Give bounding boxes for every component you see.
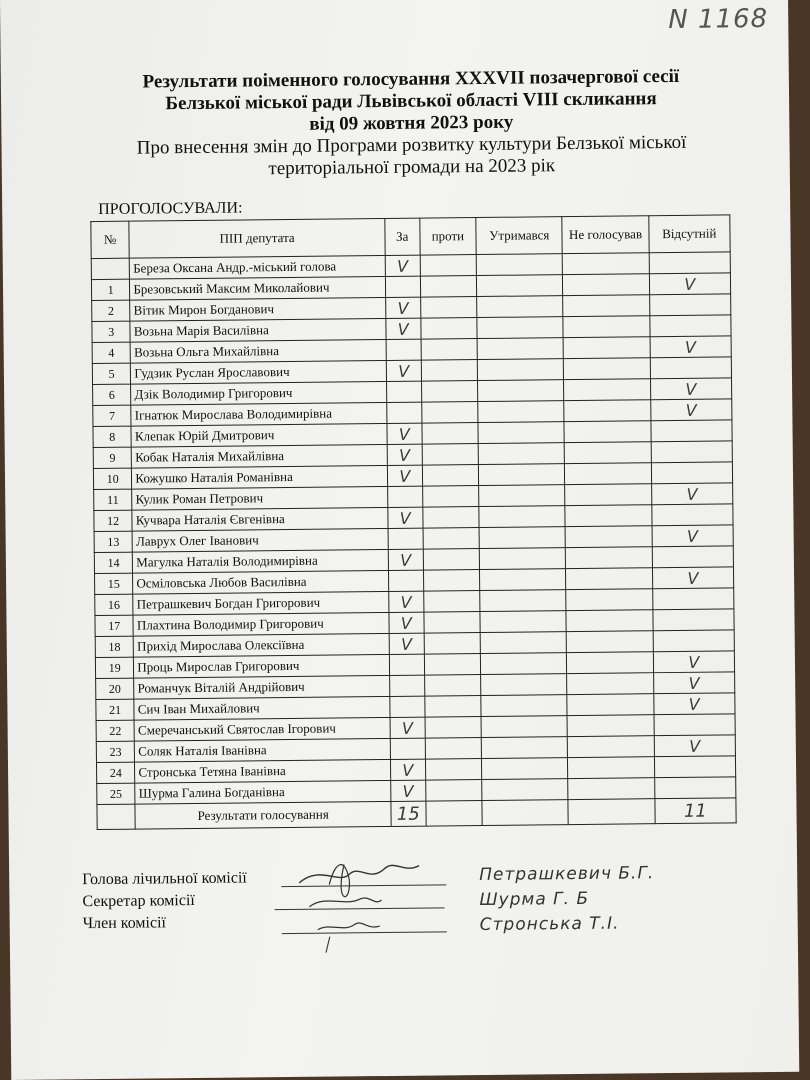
vote-against-cell <box>421 318 478 340</box>
vote-against-cell <box>423 591 480 613</box>
chair-name-handwritten: Петрашкевич Б.Г. <box>479 863 655 886</box>
vote-against-cell <box>424 675 481 697</box>
deputy-name: Проць Мирослав Григорович <box>134 654 390 678</box>
vote-absent-cell <box>654 777 736 799</box>
vote-za-cell <box>389 675 424 696</box>
vote-abstained-cell <box>480 590 567 612</box>
vote-abstained-cell <box>480 632 567 654</box>
secretary-label: Секретар комісії <box>82 892 195 911</box>
vote-abstained-cell <box>482 779 569 801</box>
deputy-name: Гудзик Руслан Ярославович <box>131 360 387 384</box>
vote-not-voted-cell <box>567 673 653 695</box>
deputy-name: Кожушко Наталія Романівна <box>132 465 388 489</box>
col-za: За <box>385 218 420 255</box>
vote-against-cell <box>420 276 477 298</box>
header-subject-line2: територіальної громади на 2023 рік <box>268 155 556 180</box>
vote-abstained-cell <box>481 695 568 717</box>
vote-abstained-cell <box>479 506 566 528</box>
vote-not-voted-cell <box>563 316 649 338</box>
deputy-name: Возьна Ольга Михайлівна <box>130 339 386 363</box>
vote-against-cell <box>424 633 481 655</box>
deputy-name: Романчук Віталій Андрійович <box>134 675 390 699</box>
check-mark-icon: V <box>398 445 411 465</box>
vote-abstained-cell <box>480 653 567 675</box>
vote-abstained-cell <box>479 527 566 549</box>
check-mark-icon: V <box>687 568 699 588</box>
col-against: проти <box>419 218 476 256</box>
row-number: 8 <box>93 426 132 447</box>
vote-za-cell <box>390 759 425 780</box>
vote-abstained-cell <box>479 485 566 507</box>
header-date: від 09 жовтня 2023 року <box>309 111 514 135</box>
row-number: 18 <box>95 636 134 657</box>
vote-not-voted-cell <box>565 484 651 506</box>
deputy-name: Береза Оксана Андр.-міський голова <box>130 255 386 279</box>
vote-absent-cell <box>654 735 736 757</box>
vote-not-voted-cell <box>566 568 652 590</box>
deputy-name: Соляк Наталія Іванівна <box>135 738 391 762</box>
check-mark-icon: V <box>401 718 413 738</box>
vote-abstained-cell <box>482 758 569 780</box>
vote-absent-cell <box>654 714 736 736</box>
vote-za-cell <box>387 402 422 423</box>
check-mark-icon: V <box>399 508 411 528</box>
col-number: № <box>91 221 130 258</box>
row-number: 22 <box>96 720 135 741</box>
check-mark-icon: V <box>684 274 696 294</box>
vote-not-voted-cell <box>565 505 651 527</box>
check-mark-icon: V <box>398 361 410 381</box>
vote-absent-cell <box>649 294 731 316</box>
vote-not-voted-cell <box>564 379 650 401</box>
row-number: 21 <box>96 699 135 720</box>
vote-za-cell <box>389 612 424 633</box>
vote-not-voted-cell <box>563 295 649 317</box>
total-against <box>426 800 483 826</box>
vote-absent-cell <box>652 525 734 547</box>
vote-not-voted-cell <box>566 610 652 632</box>
vote-not-voted-cell <box>568 757 654 779</box>
vote-abstained-cell <box>478 380 565 402</box>
vote-absent-cell <box>649 315 731 337</box>
vote-abstained-cell <box>477 317 564 339</box>
vote-against-cell <box>420 255 477 277</box>
vote-absent-cell <box>651 504 733 526</box>
row-number: 1 <box>91 279 130 300</box>
check-mark-icon: V <box>399 466 411 486</box>
vote-against-cell <box>424 696 481 718</box>
vote-not-voted-cell <box>567 715 653 737</box>
deputy-name: Прихід Мирослава Олексіївна <box>134 633 390 657</box>
vote-za-cell <box>388 507 423 528</box>
vote-absent-cell <box>653 651 735 673</box>
deputy-name: Плахтина Володимир Григорович <box>133 612 389 636</box>
vote-absent-cell <box>650 378 732 400</box>
vote-za-cell <box>389 591 424 612</box>
vote-abstained-cell <box>478 464 565 486</box>
vote-abstained-cell <box>477 275 564 297</box>
check-mark-icon: V <box>686 526 699 546</box>
vote-absent-cell <box>652 588 734 610</box>
deputy-name: Клепак Юрій Дмитрович <box>131 423 387 447</box>
table-total-row <box>97 798 736 830</box>
deputy-name: Шурма Галина Богданівна <box>135 780 391 804</box>
check-mark-icon: V <box>400 550 412 570</box>
vote-not-voted-cell <box>563 253 649 275</box>
vote-abstained-cell <box>477 338 564 360</box>
deputy-name: Вітик Мирон Богданович <box>130 297 386 321</box>
vote-against-cell <box>422 486 479 508</box>
vote-abstained-cell <box>477 359 564 381</box>
vote-abstained-cell <box>480 569 567 591</box>
deputy-name: Возьна Марія Василівна <box>130 318 386 342</box>
vote-abstained-cell <box>480 611 567 633</box>
vote-not-voted-cell <box>567 694 653 716</box>
check-mark-icon: V <box>685 379 697 399</box>
vote-za-cell <box>385 297 420 318</box>
row-number: 5 <box>92 363 131 384</box>
row-number: 20 <box>96 678 135 699</box>
vote-abstained-cell <box>476 254 563 276</box>
vote-za-cell <box>390 717 425 738</box>
voting-table <box>90 214 736 830</box>
vote-za-cell <box>385 255 420 276</box>
vote-not-voted-cell <box>565 463 651 485</box>
vote-not-voted-cell <box>564 337 650 359</box>
check-mark-icon: V <box>398 424 410 444</box>
vote-against-cell <box>423 528 480 550</box>
total-abstained <box>482 800 569 826</box>
vote-absent-cell <box>651 441 733 463</box>
col-absent: Відсутній <box>648 215 730 253</box>
vote-against-cell <box>425 717 482 739</box>
vote-absent-cell <box>653 609 735 631</box>
vote-za-cell <box>386 360 421 381</box>
vote-not-voted-cell <box>566 589 652 611</box>
row-number: 24 <box>96 762 135 783</box>
vote-absent-cell <box>650 399 732 421</box>
vote-absent-cell <box>649 273 731 295</box>
vote-not-voted-cell <box>565 526 651 548</box>
vote-absent-cell <box>652 546 734 568</box>
vote-not-voted-cell <box>563 274 649 296</box>
vote-abstained-cell <box>478 422 565 444</box>
vote-against-cell <box>421 339 478 361</box>
vote-absent-cell <box>649 252 731 274</box>
header-subject-line1: Про внесення змін до Програми розвитку культури Белзької міської <box>136 131 687 159</box>
document-number-handwritten: N 1168 <box>668 3 769 36</box>
row-number: 13 <box>94 531 133 552</box>
total-not-voted <box>568 799 654 825</box>
vote-absent-cell <box>650 357 732 379</box>
vote-against-cell <box>421 381 478 403</box>
deputy-name: Магулка Наталія Володимирівна <box>133 549 389 573</box>
vote-not-voted-cell <box>564 358 650 380</box>
vote-against-cell <box>421 402 478 424</box>
row-number: 11 <box>94 489 133 510</box>
voted-label: ПРОГОЛОСУВАЛИ: <box>98 199 243 218</box>
vote-not-voted-cell <box>564 400 650 422</box>
vote-za-cell <box>391 780 426 801</box>
vote-abstained-cell <box>481 737 568 759</box>
check-mark-icon: V <box>400 634 413 654</box>
vote-against-cell <box>420 297 477 319</box>
vote-za-cell <box>388 528 423 549</box>
deputy-name: Брезовський Максим Миколайович <box>130 276 386 300</box>
vote-za-cell <box>389 654 424 675</box>
deputy-name: Осміловська Любов Василівна <box>133 570 389 594</box>
check-mark-icon: V <box>685 400 697 420</box>
row-number: 7 <box>93 405 132 426</box>
vote-abstained-cell <box>479 548 566 570</box>
vote-not-voted-cell <box>568 778 654 800</box>
deputy-name: Стронська Тетяна Іванівна <box>135 759 391 783</box>
vote-absent-cell <box>651 420 733 442</box>
row-number: 10 <box>93 468 132 489</box>
check-mark-icon: V <box>402 781 414 801</box>
header-title-line2: Белзької міської ради Львівської області VIII скликання <box>165 88 657 115</box>
vote-za-cell <box>386 339 421 360</box>
deputy-name: Лаврух Олег Іванович <box>132 528 388 552</box>
vote-against-cell <box>424 654 481 676</box>
check-mark-icon: V <box>396 256 409 276</box>
row-number: 15 <box>95 573 134 594</box>
total-absent: 11 <box>655 798 737 824</box>
deputy-name: Ігнатюк Мирослава Володимирівна <box>131 402 387 426</box>
vote-za-cell <box>389 633 424 654</box>
row-number: 2 <box>92 300 131 321</box>
vote-za-cell <box>388 570 423 591</box>
row-number: 6 <box>93 384 132 405</box>
vote-not-voted-cell <box>566 547 652 569</box>
col-name: ПІП депутата <box>129 218 385 258</box>
vote-abstained-cell <box>481 716 568 738</box>
vote-not-voted-cell <box>565 442 651 464</box>
row-number: 16 <box>95 594 134 615</box>
vote-za-cell <box>386 381 421 402</box>
deputy-name: Смеречанський Святослав Ігорович <box>134 717 390 741</box>
check-mark-icon: V <box>686 484 698 504</box>
vote-against-cell <box>421 360 478 382</box>
row-number: 25 <box>97 783 136 804</box>
total-label: Результати голосування <box>135 801 391 829</box>
vote-absent-cell <box>653 630 735 652</box>
vote-za-cell <box>388 549 423 570</box>
col-not-voted: Не голосував <box>562 216 649 254</box>
row-number: 9 <box>93 447 132 468</box>
vote-absent-cell <box>652 567 734 589</box>
deputy-name: Дзік Володимир Григорович <box>131 381 387 405</box>
vote-not-voted-cell <box>567 652 653 674</box>
check-mark-icon: V <box>688 694 700 714</box>
vote-against-cell <box>423 570 480 592</box>
vote-against-cell <box>423 549 480 571</box>
vote-absent-cell <box>654 756 736 778</box>
deputy-name: Сич Іван Михайлович <box>134 696 390 720</box>
vote-against-cell <box>422 423 479 445</box>
vote-abstained-cell <box>478 401 565 423</box>
check-mark-icon: V <box>402 760 414 780</box>
commission-block <box>82 867 247 935</box>
vote-za-cell <box>387 423 422 444</box>
header-title-line1: Результати поіменного голосування XXXVII позачергової сесії <box>142 65 680 93</box>
total-empty-cell <box>97 804 136 829</box>
row-number <box>91 258 130 279</box>
row-number: 12 <box>94 510 133 531</box>
row-number: 3 <box>92 321 131 342</box>
vote-absent-cell <box>651 462 733 484</box>
vote-za-cell <box>390 696 425 717</box>
vote-za-cell <box>390 738 425 759</box>
row-number: 4 <box>92 342 131 363</box>
deputy-name: Кобак Наталія Михайлівна <box>132 444 388 468</box>
vote-against-cell <box>425 737 482 759</box>
vote-against-cell <box>425 758 482 780</box>
handwritten-signatures <box>289 843 440 955</box>
check-mark-icon: V <box>689 736 701 756</box>
deputy-name: Кучвара Наталія Євгенівна <box>132 507 388 531</box>
vote-against-cell <box>422 444 479 466</box>
vote-not-voted-cell <box>564 421 650 443</box>
deputy-name: Кулик Роман Петрович <box>132 486 388 510</box>
vote-absent-cell <box>651 483 733 505</box>
vote-absent-cell <box>653 693 735 715</box>
check-mark-icon: V <box>397 298 409 318</box>
vote-za-cell <box>387 486 422 507</box>
vote-za-cell <box>387 444 422 465</box>
row-number: 14 <box>94 552 133 573</box>
col-abstained: Утримався <box>476 217 563 255</box>
deputy-name: Петрашкевич Богдан Григорович <box>133 591 389 615</box>
vote-za-cell <box>386 318 421 339</box>
check-mark-icon: V <box>688 673 700 693</box>
vote-abstained-cell <box>477 296 564 318</box>
chair-label: Голова лічильної комісії <box>82 869 247 889</box>
vote-against-cell <box>425 779 482 801</box>
member-name-handwritten: Стронська Т.І. <box>479 913 620 936</box>
vote-za-cell <box>387 465 422 486</box>
vote-against-cell <box>423 507 480 529</box>
row-number: 17 <box>95 615 134 636</box>
secretary-name-handwritten: Шурма Г. Б <box>479 888 590 911</box>
check-mark-icon: V <box>397 319 409 339</box>
check-mark-icon: V <box>684 337 697 357</box>
member-label: Член комісії <box>82 914 167 933</box>
total-za: 15 <box>391 801 426 826</box>
vote-not-voted-cell <box>567 631 653 653</box>
vote-za-cell <box>385 276 420 297</box>
check-mark-icon: V <box>400 613 412 633</box>
vote-not-voted-cell <box>568 736 654 758</box>
vote-against-cell <box>422 465 479 487</box>
row-number: 19 <box>95 657 134 678</box>
document-header <box>96 65 727 182</box>
row-number: 23 <box>96 741 135 762</box>
vote-absent-cell <box>653 672 735 694</box>
check-mark-icon: V <box>688 652 700 672</box>
check-mark-icon: V <box>400 592 412 612</box>
vote-abstained-cell <box>478 443 565 465</box>
vote-absent-cell <box>650 336 732 358</box>
vote-against-cell <box>424 612 481 634</box>
vote-abstained-cell <box>481 674 568 696</box>
